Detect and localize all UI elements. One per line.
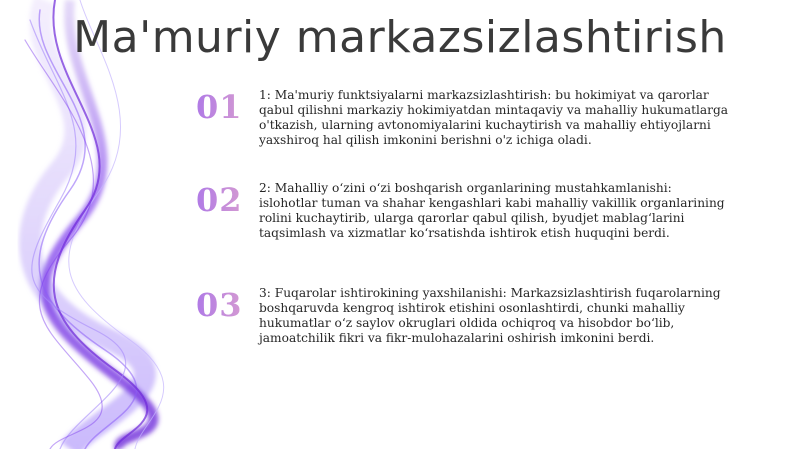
item-number: 01 <box>196 88 243 126</box>
smoke-decoration <box>0 0 170 449</box>
item-text: 1: Ma'muriy funktsiyalarni markazsizlashtirish: bu hokimiyat va qarorlar qabul qilishni markaziy hokimiyatdan mintaqaviy va mahalliy hukumatlarga o'tkazish, ularning avtonomiyalarini kuchaytirish va mahalliy ehtiyojlarni yaxshiroq hal qilish imkonini berishni o'z ichiga oladi. <box>259 88 729 147</box>
item-number: 03 <box>196 286 243 324</box>
item-text: 3: Fuqarolar ishtirokining yaxshilanishi: Markazsizlashtirish fuqarolarning boshqaruvda kengroq ishtirok etishini osonlashtirdi, chunki mahalliy hukumatlar o‘z saylov okruglari oldida ochiqroq va hisobdor bo‘lib, jamoatchilik fikri va fikr-mulohazalarini oshirish imkonini berdi. <box>259 286 721 345</box>
slide-title: Ma'muriy markazsizlashtirish <box>73 12 727 63</box>
item-number: 02 <box>196 181 243 219</box>
item-text: 2: Mahalliy o‘zini o‘zi boshqarish organlarining mustahkamlanishi: islohotlar tuman va shahar kengashlari kabi mahalliy vakillik organlarining rolini kuchaytirib, ularga qarorlar qabul qilish, byudjet mablag‘larini taqsimlash va xizmatlar ko‘rsatishda ishtirok etish huquqini berdi. <box>259 181 725 240</box>
